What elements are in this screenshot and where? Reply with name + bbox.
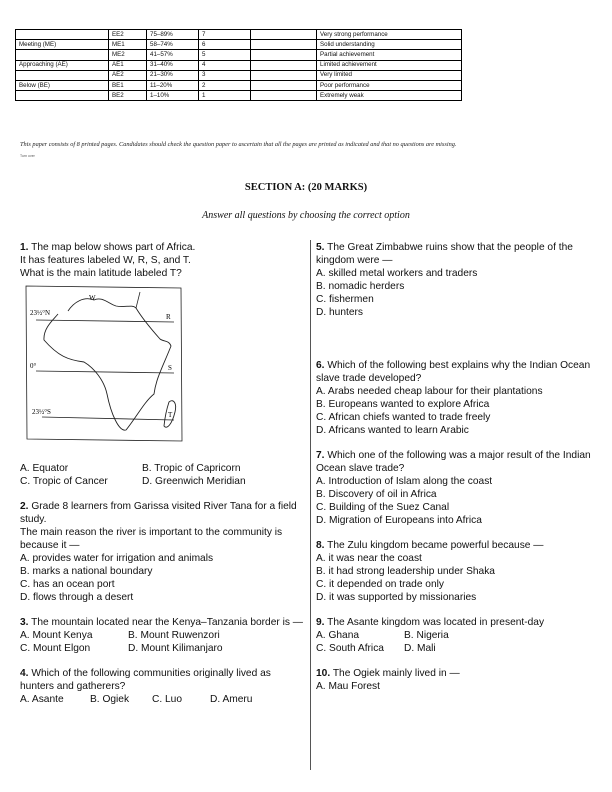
table-cell: [16, 50, 109, 60]
label-23s: 23½°S: [32, 408, 51, 416]
option[interactable]: B. Discovery of oil in Africa: [316, 489, 437, 500]
table-cell: [16, 70, 109, 80]
option[interactable]: B. Tropic of Capricorn: [142, 463, 241, 474]
table-cell: AE2: [109, 70, 147, 80]
option[interactable]: A. Asante: [20, 694, 64, 705]
table-cell: [251, 60, 317, 70]
table-cell: [251, 30, 317, 40]
option[interactable]: D. hunters: [316, 307, 363, 318]
option[interactable]: A. it was near the coast: [316, 553, 422, 564]
label-s: S: [168, 364, 172, 372]
table-row: [16, 50, 462, 60]
option[interactable]: C. Tropic of Cancer: [20, 476, 108, 487]
option[interactable]: A. Ghana: [316, 630, 360, 641]
table-cell: 5: [199, 50, 251, 60]
table-cell: Solid understanding: [317, 40, 462, 50]
table-cell: 7: [199, 30, 251, 40]
question-1: 1. The map below shows part of Africa. It has features labeled W, R, S, and T. What is the main latitude labeled T? 23½°N 0° 23½°S W R S T A. Equator B. Tropic of Capricorn C. Tropic of Cancer D. Greenwich Meridian: [20, 242, 246, 487]
table-row: [16, 60, 462, 70]
option[interactable]: C. fishermen: [316, 294, 374, 305]
table-cell: 11–20%: [147, 80, 199, 90]
table-cell: Poor performance: [317, 80, 462, 90]
table-cell: 41–57%: [147, 50, 199, 60]
label-t: T: [168, 411, 173, 419]
table-row: [16, 80, 462, 90]
table-cell: 75–89%: [147, 30, 199, 40]
option[interactable]: C. it depended on trade only: [316, 579, 445, 590]
option[interactable]: A. skilled metal workers and traders: [316, 268, 478, 279]
question-8: 8. The Zulu kingdom became powerful because — A. it was near the coast B. it had strong leadership under Shaka C. it depended on trade only D. it was supported by missionaries: [316, 539, 608, 604]
table-cell: ME2: [109, 50, 147, 60]
option[interactable]: A. Equator: [20, 463, 69, 474]
section-instructions: Answer all questions by choosing the correct option: [202, 210, 410, 221]
table-cell: BE2: [109, 91, 147, 101]
option[interactable]: B. nomadic herders: [316, 281, 405, 292]
option[interactable]: A. provides water for irrigation and animals: [20, 553, 214, 564]
option[interactable]: C. South Africa: [316, 643, 384, 654]
question-5: 5. The Great Zimbabwe ruins show that the people of the kingdom were — A. skilled metal workers and traders B. nomadic herders C. fishermen D. hunters: [316, 241, 608, 319]
label-equator: 0°: [30, 362, 37, 370]
table-cell: 1: [199, 91, 251, 101]
option[interactable]: D. Mount Kilimanjaro: [128, 643, 223, 654]
option[interactable]: C. African chiefs wanted to trade freely: [316, 412, 491, 423]
column-divider: [310, 240, 311, 770]
question-6: 6. Which of the following best explains why the Indian Ocean slave trade developed? A. Arabs needed cheap labour for their plantations B. Europeans wanted to explore Africa C. African chiefs wanted to trade freely D. Africans wanted to learn Arabic: [316, 359, 608, 437]
question-9: 9. The Asante kingdom was located in present-day A. Ghana B. Nigeria C. South Africa D. Mali: [316, 617, 545, 654]
option[interactable]: D. flows through a desert: [20, 592, 134, 603]
option[interactable]: B. marks a national boundary: [20, 566, 153, 577]
table-cell: [251, 50, 317, 60]
grading-table: [15, 29, 462, 101]
table-cell: 2: [199, 80, 251, 90]
option[interactable]: B. Europeans wanted to explore Africa: [316, 399, 490, 410]
option[interactable]: C. Luo: [152, 694, 183, 705]
table-row: [16, 91, 462, 101]
table-cell: Very limited: [317, 70, 462, 80]
table-cell: 3: [199, 70, 251, 80]
question-2: 2. Grade 8 learners from Garissa visited River Tana for a field study. The main reason the river is important to the community is because it — A. provides water for irrigation and animals B. marks a national boundary C. has an ocean port D. flows through a desert: [20, 500, 305, 604]
option[interactable]: B. Mount Ruwenzori: [128, 630, 220, 641]
question-4: 4. Which of the following communities originally lived as hunters and gatherers? A. Asante B. Ogiek C. Luo D. Ameru: [20, 668, 271, 705]
label-w: W: [89, 294, 96, 302]
table-cell: Limited achievement: [317, 60, 462, 70]
table-row: [16, 70, 462, 80]
table-cell: Below (BE): [16, 80, 109, 90]
option[interactable]: A. Mau Forest: [316, 681, 380, 692]
pages-note: This paper consists of 8 printed pages. Candidates should check the question paper to ascertain that all the pages are printed as indicated and that no questions are missing.: [20, 141, 457, 148]
table-cell: Meeting (ME): [16, 40, 109, 50]
table-cell: 6: [199, 40, 251, 50]
table-cell: [251, 70, 317, 80]
section-title: SECTION A: (20 MARKS): [244, 182, 368, 193]
table-cell: [251, 91, 317, 101]
option[interactable]: A. Introduction of Islam along the coast: [316, 476, 493, 487]
option[interactable]: A. Arabs needed cheap labour for their plantations: [316, 386, 543, 397]
option[interactable]: C. Mount Elgon: [20, 643, 91, 654]
option[interactable]: A. Mount Kenya: [20, 630, 93, 641]
table-cell: 1–10%: [147, 91, 199, 101]
africa-map: [24, 284, 184, 444]
option[interactable]: B. it had strong leadership under Shaka: [316, 566, 495, 577]
table-cell: 31–40%: [147, 60, 199, 70]
question-10: 10. The Ogiek mainly lived in — A. Mau Forest: [316, 667, 608, 693]
table-row: [16, 40, 462, 50]
option[interactable]: C. has an ocean port: [20, 579, 115, 590]
option[interactable]: D. Ameru: [210, 694, 253, 705]
table-cell: [16, 30, 109, 40]
option[interactable]: D. Mali: [404, 643, 436, 654]
table-cell: [251, 40, 317, 50]
table-cell: Partial achievement: [317, 50, 462, 60]
option[interactable]: B. Ogiek: [90, 694, 130, 705]
table-cell: 21–30%: [147, 70, 199, 80]
table-row: [16, 30, 462, 40]
option[interactable]: D. Greenwich Meridian: [142, 476, 246, 487]
option[interactable]: D. Africans wanted to learn Arabic: [316, 425, 469, 436]
option[interactable]: C. Building of the Suez Canal: [316, 502, 450, 513]
table-cell: Extremely weak: [317, 91, 462, 101]
table-cell: [251, 80, 317, 90]
left-column: [20, 241, 305, 718]
question-3: 3. The mountain located near the Kenya–Tanzania border is — A. Mount Kenya B. Mount Ruwenzori C. Mount Elgon D. Mount Kilimanjaro: [20, 617, 303, 654]
table-cell: Approaching (AE): [16, 60, 109, 70]
table-cell: 58–74%: [147, 40, 199, 50]
right-column: [316, 241, 608, 705]
option[interactable]: B. Nigeria: [404, 630, 449, 641]
table-cell: EE2: [109, 30, 147, 40]
label-r: R: [166, 313, 171, 321]
table-cell: AE1: [109, 60, 147, 70]
option[interactable]: D. it was supported by missionaries: [316, 592, 477, 603]
question-7: 7. Which one of the following was a major result of the Indian Ocean slave trade? A. Introduction of Islam along the coast B. Discovery of oil in Africa C. Building of the Suez Canal D. Migration of Europeans into Africa: [316, 449, 608, 527]
label-23n: 23½°N: [30, 309, 51, 317]
table-cell: 4: [199, 60, 251, 70]
turn-over-text: Turn over: [20, 154, 35, 158]
table-cell: ME1: [109, 40, 147, 50]
table-cell: [16, 91, 109, 101]
table-cell: Very strong performance: [317, 30, 462, 40]
table-cell: BE1: [109, 80, 147, 90]
option[interactable]: D. Migration of Europeans into Africa: [316, 515, 482, 526]
